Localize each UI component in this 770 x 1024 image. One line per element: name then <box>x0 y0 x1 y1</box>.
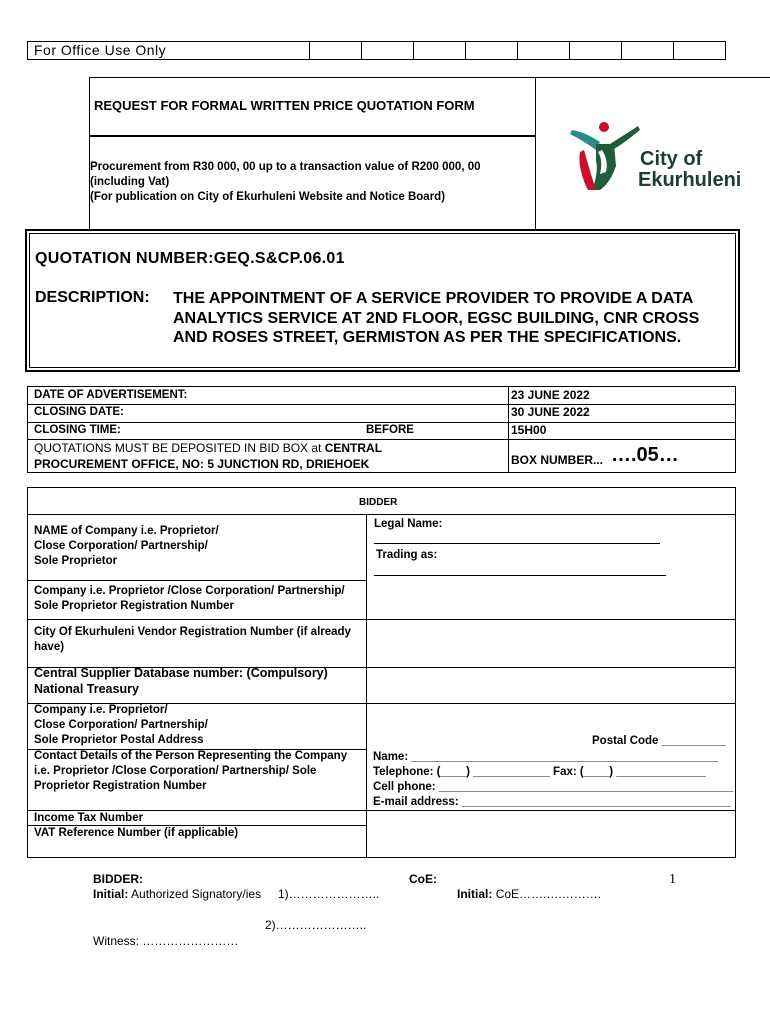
label-line: Company i.e. Proprietor /Close Corporation/ Partnership/ <box>34 585 345 597</box>
description-text: THE APPOINTMENT OF A SERVICE PROVIDER TO PROVIDE A DATA ANALYTICS SERVICE AT 2ND FLOOR, EGSC BUILDING, CNR CROSS AND ROSES STREET, GERMISTON AS PER THE SPECIFICATIONS. <box>173 290 700 346</box>
label-line: Close Corporation/ Partnership/ <box>34 540 208 552</box>
label-line: Sole Proprietor <box>34 555 118 567</box>
time-before: BEFORE <box>366 424 414 436</box>
footer-initial <box>93 887 261 901</box>
registration-field[interactable] <box>368 580 732 616</box>
office-use-cell <box>362 42 414 59</box>
trading-as-label: Trading as: <box>376 549 438 561</box>
procurement-line: Procurement from R30 000, 00 up to a transaction value of R200 000, 00 <box>90 161 481 173</box>
footer-bidder-label: BIDDER: <box>93 872 143 886</box>
signature-line-2[interactable]: 2)………………….. <box>265 918 367 932</box>
office-use-cell <box>570 42 622 59</box>
cell-phone-field[interactable]: Cell phone: ______________________________________________ <box>373 781 734 793</box>
deposit-text <box>34 441 382 455</box>
advert-label: DATE OF ADVERTISEMENT: <box>34 389 188 401</box>
csd-label <box>34 665 328 697</box>
csd-field[interactable] <box>368 668 732 701</box>
trading-as-field[interactable] <box>374 575 666 576</box>
office-use-label: For Office Use Only <box>28 42 310 59</box>
procurement-line: (including Vat) <box>90 176 170 188</box>
time-value: 15H00 <box>511 423 547 437</box>
logo-line-2: Ekurhuleni <box>638 169 742 191</box>
procurement-line: (For publication on City of Ekurhuleni Website and Notice Board) <box>90 191 446 203</box>
label-line: Sole Proprietor Postal Address <box>34 734 204 746</box>
coe-label: CoE: <box>409 872 437 886</box>
signature-line-1[interactable]: 1)………………….. <box>278 887 380 901</box>
coe-initial-value: CoE…….….………. <box>495 887 602 901</box>
box-number-value: ….05… <box>611 444 679 466</box>
legal-name-field[interactable] <box>374 543 660 544</box>
procurement-text <box>90 160 530 205</box>
deposit-text-part: CENTRAL <box>324 441 383 455</box>
city-logo-icon <box>566 120 641 192</box>
label-line: Proprietor Registration Number <box>34 780 207 792</box>
label-line: Company i.e. Proprietor/ <box>34 704 168 716</box>
coe-initial-label: Initial: <box>457 887 493 901</box>
contact-label <box>34 749 347 794</box>
label-line: Sole Proprietor Registration Number <box>34 600 235 612</box>
divider <box>28 749 366 750</box>
office-use-cell <box>518 42 570 59</box>
income-tax-label: Income Tax Number <box>34 812 144 824</box>
office-use-cell <box>310 42 362 59</box>
box-number-label: BOX NUMBER... <box>511 453 604 467</box>
advert-value: 23 JUNE 2022 <box>511 388 590 402</box>
vendor-number-field[interactable] <box>368 620 732 665</box>
office-use-cell <box>414 42 466 59</box>
authorized-signatory: Authorized Signatory/ies <box>131 887 262 901</box>
contact-name-field[interactable]: Name: ________________________________________________ <box>373 751 719 763</box>
office-use-cell <box>622 42 674 59</box>
deposit-address: PROCUREMENT OFFICE, NO: 5 JUNCTION RD, DRIEHOEK <box>34 457 370 471</box>
company-name-label <box>34 524 219 569</box>
registration-label <box>34 584 345 614</box>
witness-line[interactable]: Witness: …………………… <box>93 934 239 948</box>
label-line: Contact Details of the Person Representing the Company <box>34 750 348 762</box>
logo-line-1: City of <box>640 148 703 170</box>
label-line: City Of Ekurhuleni Vendor Registration Number (if already <box>34 626 351 638</box>
office-use-row <box>27 41 726 60</box>
email-field[interactable]: E-mail address: __________________________________________ <box>373 796 731 808</box>
bidder-heading: BIDDER <box>359 497 398 508</box>
label-line: have) <box>34 641 65 653</box>
deposit-text-part: QUOTATIONS MUST BE DEPOSITED IN BID BOX at <box>34 441 325 455</box>
postal-address-label <box>34 703 208 748</box>
legal-name-label: Legal Name: <box>374 518 443 530</box>
vat-label: VAT Reference Number (if applicable) <box>34 827 239 839</box>
time-label: CLOSING TIME: <box>34 424 121 436</box>
closing-label: CLOSING DATE: <box>34 406 124 418</box>
label-line: National Treasury <box>34 682 139 696</box>
page-number: 1 <box>669 872 676 887</box>
coe-initial[interactable] <box>457 887 601 901</box>
description-label: DESCRIPTION: <box>35 289 150 306</box>
form-title: REQUEST FOR FORMAL WRITTEN PRICE QUOTATION FORM <box>94 98 475 113</box>
initial-label: Initial: <box>93 887 129 901</box>
vendor-number-label <box>34 625 351 655</box>
office-use-cell <box>466 42 518 59</box>
label-line: Central Supplier Database number: (Compulsory) <box>34 666 328 680</box>
quotation-number: QUOTATION NUMBER:GEQ.S&CP.06.01 <box>35 250 345 267</box>
closing-value: 30 JUNE 2022 <box>511 405 590 419</box>
office-use-cell <box>674 42 725 59</box>
label-line: Close Corporation/ Partnership/ <box>34 719 208 731</box>
label-line: i.e. Proprietor /Close Corporation/ Partnership/ Sole <box>34 765 317 777</box>
postal-code-field[interactable]: Postal Code __________ <box>592 735 726 747</box>
telephone-fax-field[interactable]: Telephone: (____) ____________ Fax: (____) ______________ <box>373 766 706 778</box>
label-line: NAME of Company i.e. Proprietor/ <box>34 525 219 537</box>
